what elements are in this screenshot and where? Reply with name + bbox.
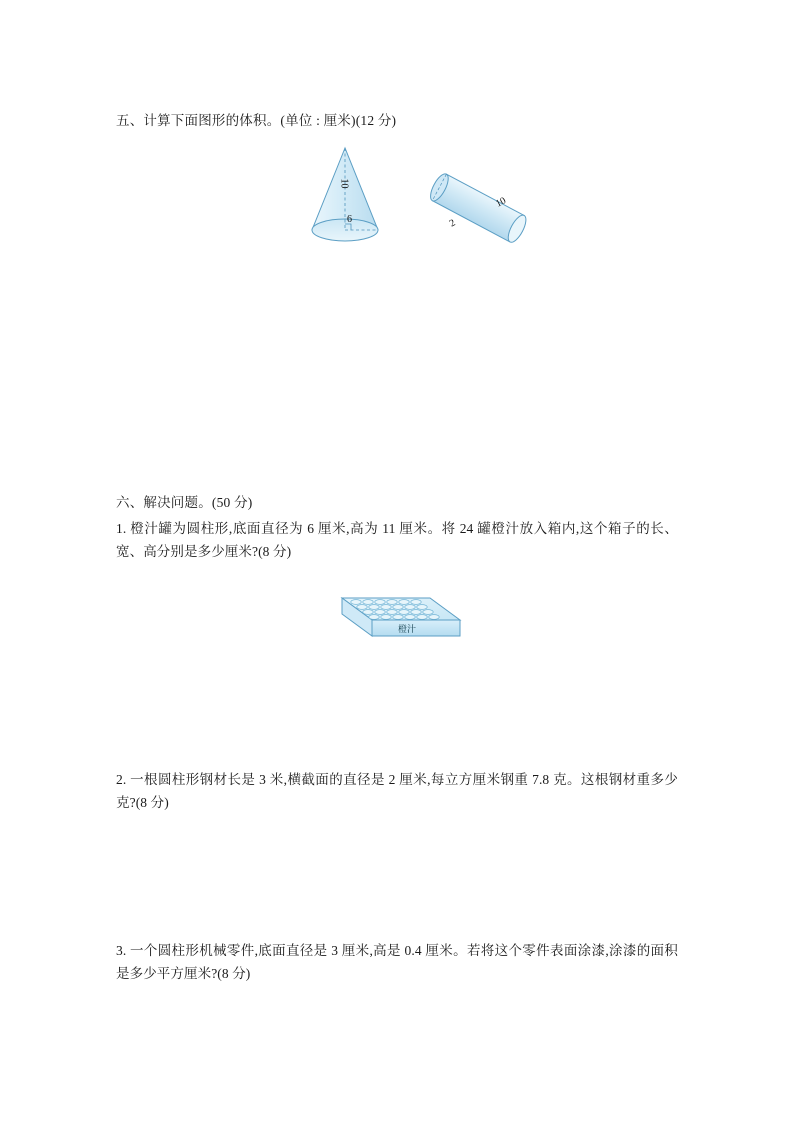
cylinder-figure [416, 158, 536, 263]
juice-box-label: 橙汁 [398, 623, 417, 634]
answer-space-q1 [116, 648, 678, 768]
cone-icon [298, 142, 408, 254]
juice-box-figure [312, 578, 472, 648]
cone-diameter-label: 6 [347, 213, 352, 225]
cylinder-diameter-label: 2 [447, 217, 458, 230]
cone-height-label: 10 [338, 178, 350, 189]
juice-box-icon [312, 578, 472, 648]
answer-space-five [116, 260, 678, 492]
section-five [116, 110, 678, 260]
cone-figure [298, 142, 408, 259]
answer-space-q2 [116, 814, 678, 939]
cylinder-icon [416, 158, 536, 258]
question-2-text: 2. 一根圆柱形钢材长是 3 米,横截面的直径是 2 厘米,每立方厘米钢重 7.8 克。这根钢材重多少克?(8 分) [116, 771, 678, 810]
question-1-text: 1. 橙汁罐为圆柱形,底面直径为 6 厘米,高为 11 厘米。将 24 罐橙汁放入箱内,这个箱子的长、宽、高分别是多少厘米?(8 分) [116, 521, 678, 560]
section-five-figures [116, 142, 678, 260]
worksheet-content [116, 110, 678, 986]
section-six [116, 492, 678, 986]
section-six-heading: 六、解决问题。(50 分) [116, 494, 253, 510]
cylinder-height-label: 10 [494, 194, 508, 210]
section-five-heading: 五、计算下面图形的体积。(单位 : 厘米)(12 分) [116, 113, 397, 128]
question-3-text: 3. 一个圆柱形机械零件,底面直径是 3 厘米,高是 0.4 厘米。若将这个零件表面涂漆,涂漆的面积是多少平方厘米?(8 分) [116, 943, 678, 982]
